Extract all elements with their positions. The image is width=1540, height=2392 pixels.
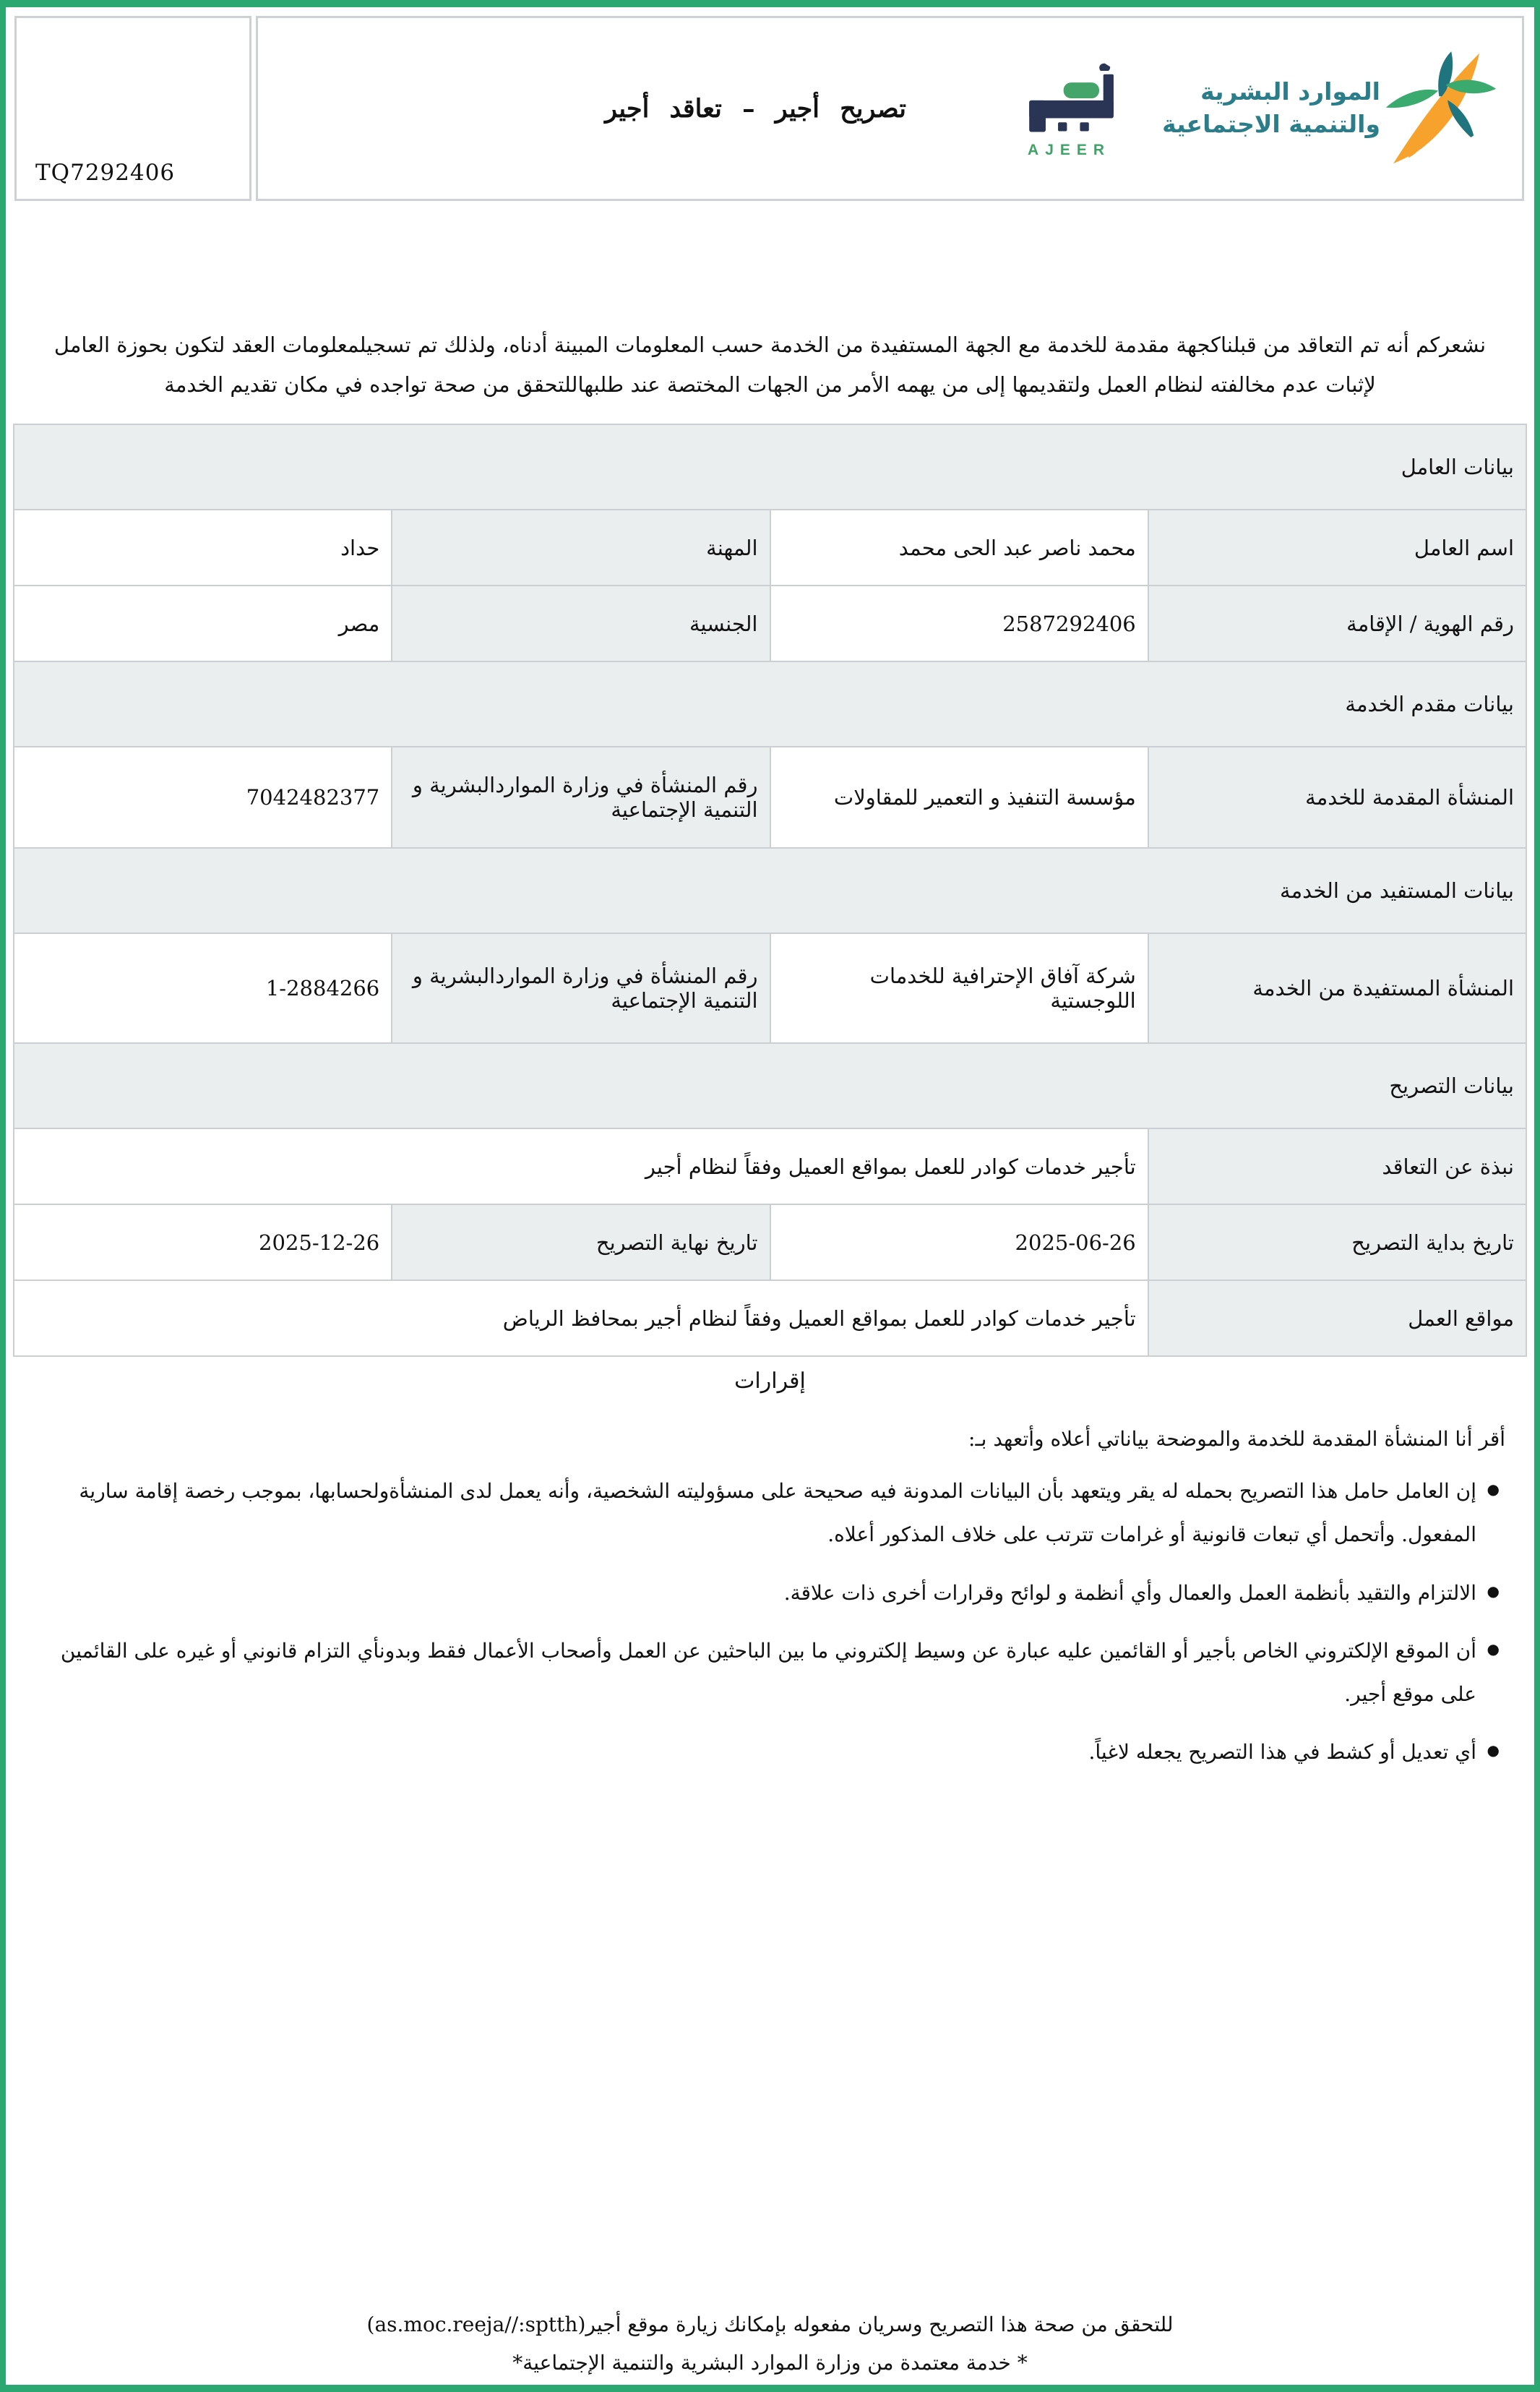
permit-number-box — [14, 16, 251, 201]
intro-paragraph: نشعركم أنه تم التعاقد من قبلناكجهة مقدمة للخدمة مع الجهة المستفيدة من الخدمة حسب المعلومات المبينة أدناه، ولذلك تم تسجيلمعلومات العقد لتكون بحوزة العامل لإثبات عدم مخالفته لنظام العمل ولتقديمها إلى من يهمه الأمر من الجهات المختصة عند طلبهاللتحقق من صحة تواجده في مكان تقديم الخدمة — [53, 333, 1487, 398]
beneficiary-label: المنشأة المستفيدة من الخدمة — [1148, 933, 1526, 1043]
end-date-label: تاريخ نهاية التصريح — [392, 1204, 770, 1280]
section-header-worker — [14, 424, 1526, 510]
ministry-logo — [1158, 48, 1502, 169]
ministry-name-line1: الموارد البشرية — [1200, 77, 1380, 106]
provider-name-value: مؤسسة التنفيذ و التعمير للمقاولات — [770, 747, 1148, 848]
nationality-value: مصر — [14, 586, 392, 661]
document-title: تصريح أجير – تعاقد أجير — [605, 93, 906, 124]
ministry-palm-icon — [1380, 48, 1502, 169]
permit-data-table — [13, 424, 1527, 1357]
beneficiary-mol-number-value: 1-2884266 — [14, 933, 392, 1043]
profession-value: حداد — [14, 510, 392, 586]
end-date-value: 2025-12-26 — [14, 1204, 392, 1280]
id-number-label: رقم الهوية / الإقامة — [1148, 586, 1526, 661]
worker-name-value: محمد ناصر عبد الحى محمد — [770, 510, 1148, 586]
section-title: بيانات العامل — [14, 424, 1526, 510]
provider-mol-number-label: رقم المنشأة في وزارة المواردالبشرية و التنمية الإجتماعية — [392, 747, 770, 848]
id-number-value: 2587292406 — [770, 586, 1148, 661]
title-logo-box — [256, 16, 1524, 201]
worker-name-label: اسم العامل — [1148, 510, 1526, 586]
nationality-label: الجنسية — [392, 586, 770, 661]
section-title: بيانات المستفيد من الخدمة — [14, 848, 1526, 933]
verification-url: (as.moc.reeja//:sptth) — [366, 2312, 586, 2336]
permit-number: TQ7292406 — [35, 160, 176, 186]
approved-service-line: * خدمة معتمدة من وزارة الموارد البشرية والتنمية الإجتماعية* — [512, 2351, 1028, 2375]
section-header-beneficiary — [14, 848, 1526, 933]
page-footer — [6, 2312, 1534, 2375]
section-header-permit — [14, 1043, 1526, 1128]
ajeer-wordmark: AJEER — [1028, 142, 1111, 158]
provider-label: المنشأة المقدمة للخدمة — [1148, 747, 1526, 848]
table-row — [14, 933, 1526, 1043]
ajeer-logomark-icon — [1016, 58, 1129, 139]
table-row — [14, 510, 1526, 586]
ajeer-logo — [1016, 58, 1129, 159]
verification-line — [6, 2312, 1534, 2336]
declaration-item: ● إن العامل حامل هذا التصريح بحمله له يقر ويتعهد بأن البيانات المدونة فيه صحيحة على مسؤوليته الشخصية، وأنه يعمل لدى المنشأةولحسابها، بموجب رخصة إقامة سارية المفعول. وأتحمل أي تبعات قانونية أو غرامات تترتب على خلاف المذكور أعلاه. — [35, 1470, 1500, 1556]
table-row — [14, 747, 1526, 848]
profession-label: المهنة — [392, 510, 770, 586]
provider-mol-number-value: 7042482377 — [14, 747, 392, 848]
contract-summary-value: تأجير خدمات كوادر للعمل بمواقع العميل وفقاً لنظام أجير — [14, 1128, 1148, 1204]
ministry-name — [1162, 76, 1380, 140]
declarations-list — [35, 1470, 1505, 1774]
contract-summary-label: نبذة عن التعاقد — [1148, 1128, 1526, 1204]
section-header-provider — [14, 661, 1526, 747]
work-locations-value: تأجير خدمات كوادر للعمل بمواقع العميل وفقاً لنظام أجير بمحافظ الرياض — [14, 1280, 1148, 1356]
declarations-block — [35, 1427, 1505, 1774]
table-row — [14, 1280, 1526, 1356]
section-title: بيانات التصريح — [14, 1043, 1526, 1128]
table-row — [14, 1204, 1526, 1280]
title-area — [278, 94, 1016, 124]
declarations-intro: أقر أنا المنشأة المقدمة للخدمة والموضحة بياناتي أعلاه وأتعهد بـ: — [968, 1427, 1505, 1452]
beneficiary-mol-number-label: رقم المنشأة في وزارة المواردالبشرية و التنمية الإجتماعية — [392, 933, 770, 1043]
start-date-label: تاريخ بداية التصريح — [1148, 1204, 1526, 1280]
start-date-value: 2025-06-26 — [770, 1204, 1148, 1280]
ministry-name-line2: والتنمية الاجتماعية — [1162, 110, 1380, 138]
work-locations-label: مواقع العمل — [1148, 1280, 1526, 1356]
table-row — [14, 586, 1526, 661]
beneficiary-name-value: شركة آفاق الإحترافية للخدمات اللوجستية — [770, 933, 1148, 1043]
section-title: بيانات مقدم الخدمة — [14, 661, 1526, 747]
declaration-item: ● أي تعديل أو كشط في هذا التصريح يجعله لاغياً. — [35, 1731, 1500, 1774]
declaration-item: ● أن الموقع الإلكتروني الخاص بأجير أو القائمين عليه عبارة عن وسيط إلكتروني ما بين الباحثين عن العمل وأصحاب الأعمال فقط وبدونأي التزام قانوني أو غيره على القائمين على موقع أجير. — [35, 1629, 1500, 1716]
document-header — [14, 16, 1524, 201]
table-row — [14, 1128, 1526, 1204]
declaration-item: ● الالتزام والتقيد بأنظمة العمل والعمال وأي أنظمة و لوائح وقرارات أخرى ذات علاقة. — [35, 1572, 1500, 1615]
declarations-title: إقرارات — [734, 1368, 806, 1394]
verification-text: للتحقق من صحة هذا التصريح وسريان مفعوله بإمكانك زيارة موقع أجير — [585, 2312, 1174, 2336]
